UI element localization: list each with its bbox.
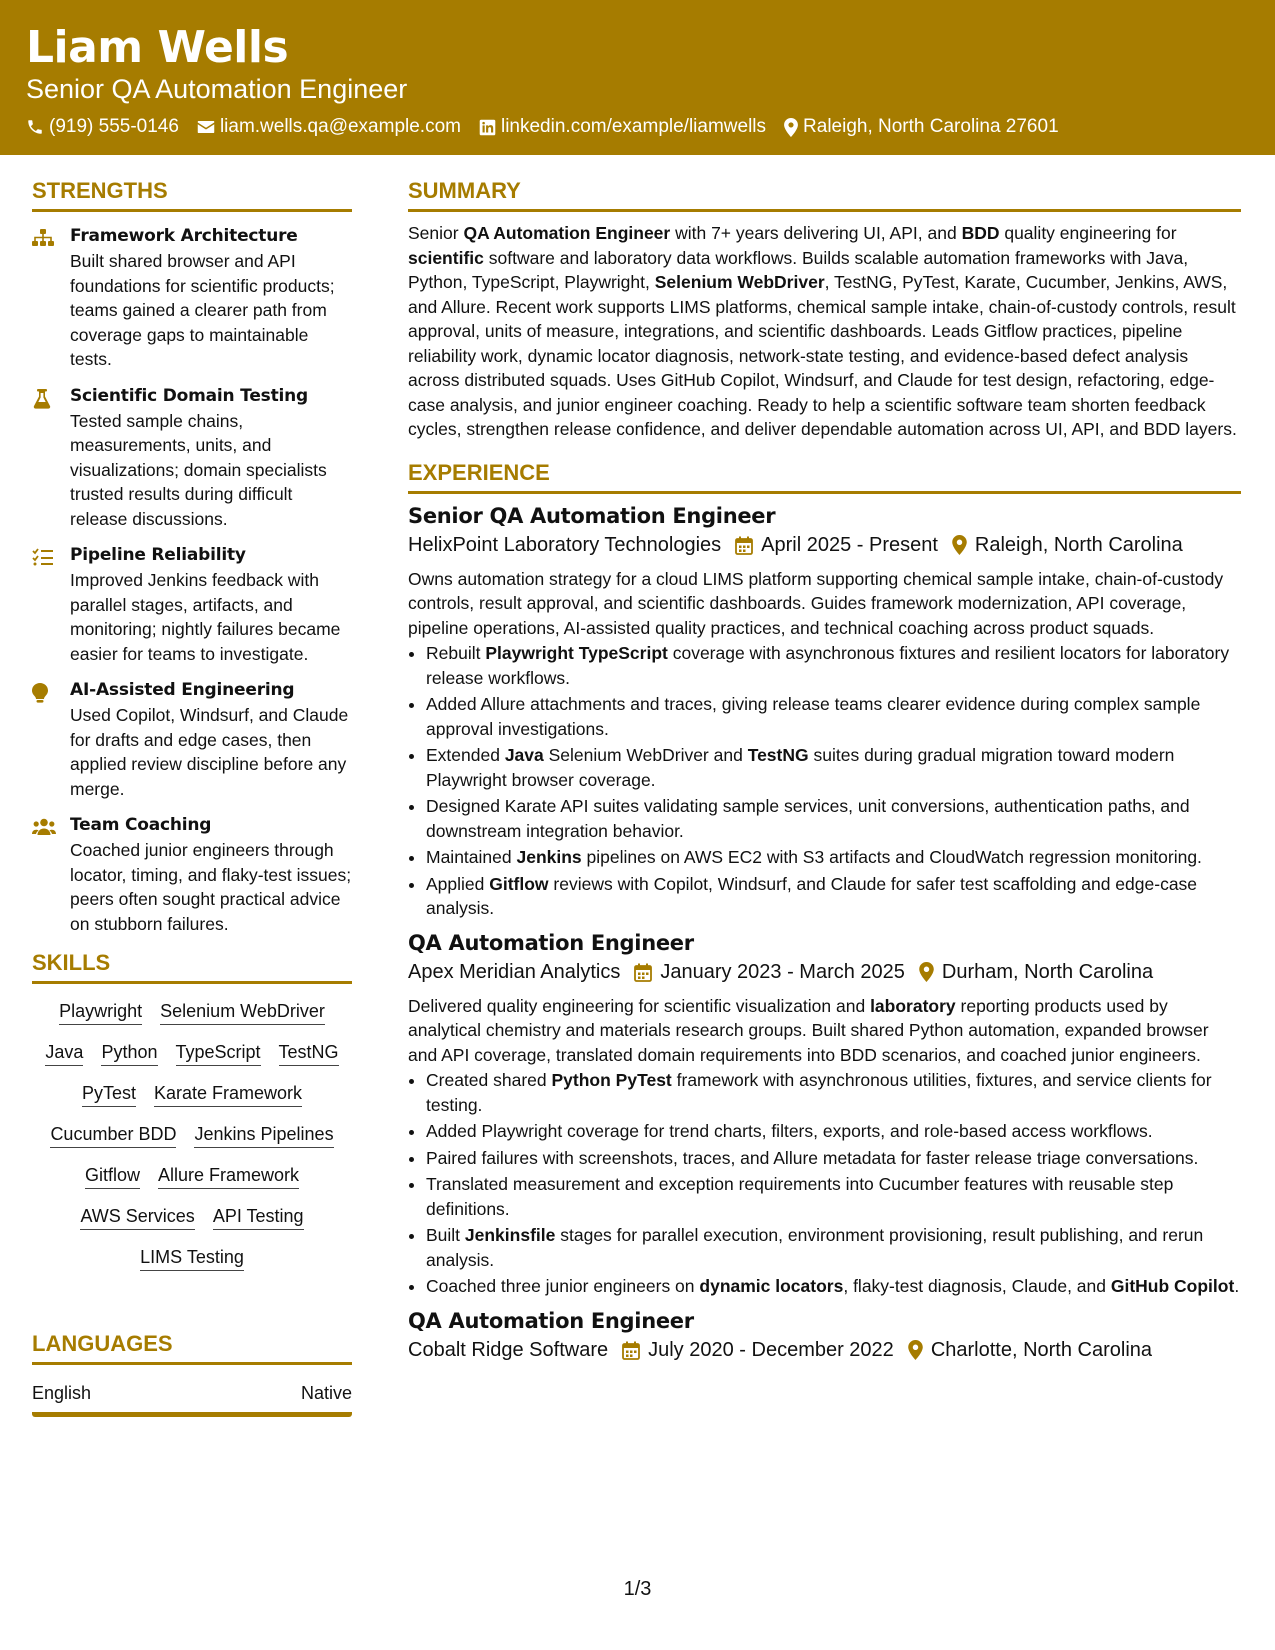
skill-tag: TypeScript xyxy=(176,1042,261,1066)
email-text[interactable]: liam.wells.qa@example.com xyxy=(219,116,461,137)
skill-tag: Allure Framework xyxy=(158,1165,299,1189)
job-title: QA Automation Engineer xyxy=(408,1308,694,1333)
users-icon xyxy=(32,818,56,835)
job-company: HelixPoint Laboratory Technologies xyxy=(408,533,722,556)
experience-list xyxy=(408,504,1241,1362)
contact-bar xyxy=(26,116,1077,138)
job-bullet: • Created shared Python PyTest framework with asynchronous utilities, fixtures, and service clients for testing. xyxy=(426,1068,1241,1117)
strength-title: Team Coaching xyxy=(70,815,212,835)
strengths-list xyxy=(32,226,352,936)
job-location: Durham, North Carolina xyxy=(941,960,1154,983)
skill-tag: Selenium WebDriver xyxy=(160,1001,325,1025)
summary-text: Senior QA Automation Engineer with 7+ years delivering UI, API, and BDD quality engineering for scientific software and laboratory data workflows. Builds scalable automation frameworks with Java, Python, TypeScript, Playwright, Selenium WebDriver, TestNG, PyTest, Karate, Cucumber, Jenkins, AWS, and Allure. Recent work supports LIMS platforms, chemical sample intake, chain-of-custody controls, result approval, units of measure, integrations, and scientific dashboards. Leads Gitflow practices, pipeline reliability work, dynamic locator diagnosis, network-state testing, and evidence-based defect analysis across distributed squads. Uses GitHub Copilot, Windsurf, and Claude for test design, refactoring, edge-case analysis, and junior engineer coaching. Ready to help a scientific software team shorten feedback cycles, strengthen release confidence, and deliver dependable automation across UI, API, and BDD layers. xyxy=(408,223,1237,439)
languages-heading: LANGUAGES xyxy=(32,1331,352,1365)
skill-tag: Jenkins Pipelines xyxy=(194,1124,333,1148)
right-column xyxy=(408,178,1241,1362)
job-entry xyxy=(408,504,1241,921)
contact-linkedin[interactable] xyxy=(479,116,766,138)
skill-tag: Karate Framework xyxy=(154,1083,302,1107)
job-entry xyxy=(408,931,1241,1299)
job-bullet: • Paired failures with screenshots, traces, and Allure metadata for faster release triage conversations. xyxy=(426,1146,1241,1171)
job-dates-group xyxy=(622,1339,894,1362)
linkedin-text[interactable]: linkedin.com/example/liamwells xyxy=(500,116,767,137)
calendar-icon xyxy=(622,1341,640,1360)
strength-desc: Built shared browser and API foundations for scientific products; teams gained a clearer path from coverage gaps to maintainable tests. xyxy=(70,251,335,369)
job-dates: January 2023 - March 2025 xyxy=(660,960,905,983)
job-location: Charlotte, North Carolina xyxy=(930,1338,1153,1361)
strength-title: AI-Assisted Engineering xyxy=(70,680,295,700)
job-location-group xyxy=(919,961,1153,984)
strength-desc: Tested sample chains, measurements, units, and visualizations; domain specialists trusted results during difficult release discussions. xyxy=(70,410,327,529)
job-bullet: • Maintained Jenkins pipelines on AWS EC2 with S3 artifacts and CloudWatch regression monitoring. xyxy=(426,845,1241,870)
strength-item xyxy=(32,815,352,936)
job-title: QA Automation Engineer xyxy=(408,930,694,955)
contact-email[interactable] xyxy=(197,116,461,138)
skills-list xyxy=(32,984,352,1279)
job-dates-group xyxy=(735,534,938,557)
strength-title: Pipeline Reliability xyxy=(70,545,246,565)
strength-item xyxy=(32,545,352,666)
map-marker-icon xyxy=(908,1340,923,1360)
job-description: Owns automation strategy for a cloud LIMS platform supporting chemical sample intake, chain-of-custody controls, result approval, and scientific dashboards. Guides framework modernization, API coverage, pipeline operations, AI-assisted quality practices, and technical coaching across product squads. xyxy=(408,568,1224,638)
map-marker-icon xyxy=(784,118,798,137)
job-bullet: • Added Playwright coverage for trend charts, filters, exports, and role-based access workflows. xyxy=(426,1119,1241,1144)
list-check-icon xyxy=(32,548,54,566)
language-row xyxy=(32,1383,352,1417)
job-location-group xyxy=(908,1339,1152,1362)
page-number: 1/3 xyxy=(623,1578,652,1600)
experience-heading: EXPERIENCE xyxy=(408,460,1241,494)
skill-tag: AWS Services xyxy=(80,1206,194,1230)
sitemap-icon xyxy=(32,229,54,247)
job-bullet: • Translated measurement and exception requirements into Cucumber features with reusable step definitions. xyxy=(426,1172,1241,1221)
flask-icon xyxy=(32,389,52,409)
summary-heading: SUMMARY xyxy=(408,178,1241,212)
phone-icon xyxy=(26,118,44,136)
map-marker-icon xyxy=(919,962,934,982)
job-location: Raleigh, North Carolina xyxy=(974,533,1183,556)
job-dates: July 2020 - December 2022 xyxy=(648,1338,894,1361)
job-meta xyxy=(408,1339,1241,1362)
strength-item xyxy=(32,226,352,372)
contact-location xyxy=(784,116,1059,138)
location-text: Raleigh, North Carolina 27601 xyxy=(803,116,1059,137)
language-name: English xyxy=(32,1383,92,1403)
job-meta xyxy=(408,961,1241,984)
skill-tag: LIMS Testing xyxy=(140,1247,244,1271)
job-location-group xyxy=(952,534,1183,557)
map-marker-icon xyxy=(952,535,967,555)
job-dates: April 2025 - Present xyxy=(761,533,938,556)
skill-tag: Gitflow xyxy=(85,1165,140,1189)
strength-item xyxy=(32,680,352,801)
calendar-icon xyxy=(634,963,652,982)
job-title: Senior QA Automation Engineer xyxy=(408,503,776,528)
strength-desc: Used Copilot, Windsurf, and Claude for drafts and edge cases, then applied review discipline before any merge. xyxy=(70,705,349,799)
envelope-icon xyxy=(197,119,215,135)
candidate-name: Liam Wells xyxy=(26,22,289,73)
calendar-icon xyxy=(735,536,753,555)
job-bullet: • Designed Karate API suites validating sample services, unit conversions, authentication paths, and downstream integration behavior. xyxy=(426,794,1241,843)
job-bullet: • Coached three junior engineers on dynamic locators, flaky-test diagnosis, Claude, and GitHub Copilot. xyxy=(426,1274,1241,1299)
job-bullet: • Built Jenkinsfile stages for parallel execution, environment provisioning, result publishing, and rerun analysis. xyxy=(426,1223,1241,1272)
job-dates-group xyxy=(634,961,905,984)
job-entry xyxy=(408,1309,1241,1362)
job-company: Apex Meridian Analytics xyxy=(408,960,621,983)
phone-text: (919) 555-0146 xyxy=(49,116,179,137)
strength-desc: Improved Jenkins feedback with parallel stages, artifacts, and monitoring; nightly failures became easier for teams to investigate. xyxy=(70,570,341,664)
resume-header xyxy=(0,0,1275,155)
job-meta xyxy=(408,534,1241,557)
skill-tag: Playwright xyxy=(59,1001,142,1025)
job-bullet: • Applied Gitflow reviews with Copilot, Windsurf, and Claude for safer test scaffolding and edge-case analysis. xyxy=(426,872,1241,921)
strength-item xyxy=(32,386,352,532)
job-bullets xyxy=(408,641,1241,921)
skill-tag: PyTest xyxy=(82,1083,136,1107)
candidate-title: Senior QA Automation Engineer xyxy=(26,74,408,104)
skill-tag: TestNG xyxy=(279,1042,339,1066)
job-description: Delivered quality engineering for scientific visualization and laboratory reporting products used by analytical chemistry and materials research groups. Built shared Python automation, expanded browser and API coverage, translated domain requirements into BDD scenarios, and coached junior engineers. xyxy=(408,995,1209,1065)
skill-tag: Java xyxy=(45,1042,83,1066)
skill-tag: API Testing xyxy=(213,1206,304,1230)
strengths-heading: STRENGTHS xyxy=(32,178,352,212)
skill-tag: Cucumber BDD xyxy=(50,1124,176,1148)
job-bullet: • Extended Java Selenium WebDriver and TestNG suites during gradual migration toward modern Playwright browser coverage. xyxy=(426,743,1241,792)
skills-heading: SKILLS xyxy=(32,950,352,984)
linkedin-icon xyxy=(479,119,496,136)
strength-title: Scientific Domain Testing xyxy=(70,385,308,406)
strength-desc: Coached junior engineers through locator, timing, and flaky-test issues; peers often sought practical advice on stubborn failures. xyxy=(70,840,352,934)
job-bullets xyxy=(408,1068,1241,1299)
contact-phone xyxy=(26,116,179,138)
skill-tag: Python xyxy=(101,1042,157,1066)
job-bullet: • Rebuilt Playwright TypeScript coverage with asynchronous fixtures and resilient locators for laboratory release workflows. xyxy=(426,641,1241,690)
job-bullet: • Added Allure attachments and traces, giving release teams clearer evidence during complex sample approval investigations. xyxy=(426,692,1241,741)
left-column xyxy=(32,178,352,1417)
lightbulb-icon xyxy=(32,683,48,703)
strength-title: Framework Architecture xyxy=(70,226,298,246)
language-level: Native xyxy=(300,1383,352,1403)
job-company: Cobalt Ridge Software xyxy=(408,1338,609,1361)
